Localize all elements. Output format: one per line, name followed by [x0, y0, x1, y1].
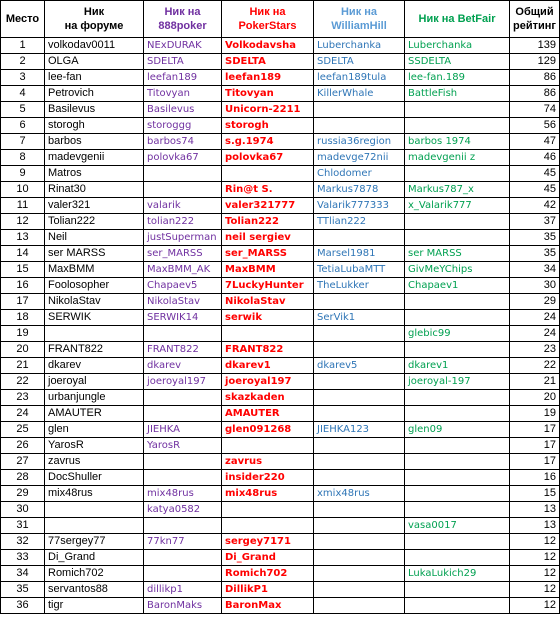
- cell-forum-nick: volkodav0011: [45, 38, 144, 54]
- cell-pokerstars-nick: Rin@t S.: [222, 182, 314, 198]
- cell-forum-nick: barbos: [45, 134, 144, 150]
- cell-place: 9: [1, 166, 45, 182]
- cell-betfair-nick: [405, 582, 510, 598]
- cell-888poker-nick: dkarev: [144, 358, 222, 374]
- cell-place: 28: [1, 470, 45, 486]
- cell-place: 29: [1, 486, 45, 502]
- table-row: [1, 262, 560, 278]
- cell-forum-nick: urbanjungle: [45, 390, 144, 406]
- cell-total-rating: 74: [510, 102, 560, 118]
- cell-place: 18: [1, 310, 45, 326]
- cell-forum-nick: 77sergey77: [45, 534, 144, 550]
- table-row: [1, 214, 560, 230]
- cell-pokerstars-nick: FRANT822: [222, 342, 314, 358]
- cell-betfair-nick: [405, 214, 510, 230]
- cell-total-rating: 37: [510, 214, 560, 230]
- cell-total-rating: 17: [510, 438, 560, 454]
- cell-pokerstars-nick: insider220: [222, 470, 314, 486]
- cell-pokerstars-nick: Volkodavsha: [222, 38, 314, 54]
- cell-williamhill-nick: Markus7878: [314, 182, 405, 198]
- table-row: [1, 182, 560, 198]
- cell-place: 35: [1, 582, 45, 598]
- cell-pokerstars-nick: skazkaden: [222, 390, 314, 406]
- table-row: [1, 86, 560, 102]
- table-row: [1, 38, 560, 54]
- cell-pokerstars-nick: [222, 438, 314, 454]
- cell-betfair-nick: [405, 166, 510, 182]
- cell-williamhill-nick: [314, 230, 405, 246]
- cell-pokerstars-nick: NikolaStav: [222, 294, 314, 310]
- cell-place: 33: [1, 550, 45, 566]
- cell-betfair-nick: x_Valarik777: [405, 198, 510, 214]
- header-total-rating: Общий рейтинг: [510, 1, 560, 38]
- cell-pokerstars-nick: Tolian222: [222, 214, 314, 230]
- cell-williamhill-nick: SDELTA: [314, 54, 405, 70]
- cell-betfair-nick: [405, 550, 510, 566]
- cell-total-rating: 139: [510, 38, 560, 54]
- cell-pokerstars-nick: [222, 166, 314, 182]
- cell-888poker-nick: mix48rus: [144, 486, 222, 502]
- cell-place: 10: [1, 182, 45, 198]
- table-row: [1, 54, 560, 70]
- cell-place: 20: [1, 342, 45, 358]
- cell-betfair-nick: madevgenii z: [405, 150, 510, 166]
- cell-pokerstars-nick: storogh: [222, 118, 314, 134]
- cell-betfair-nick: [405, 470, 510, 486]
- cell-place: 1: [1, 38, 45, 54]
- cell-betfair-nick: Chapaev1: [405, 278, 510, 294]
- header-betfair-nick: Ник на BetFair: [405, 1, 510, 38]
- cell-place: 24: [1, 406, 45, 422]
- header-row: [1, 1, 560, 38]
- cell-williamhill-nick: Luberchanka: [314, 38, 405, 54]
- cell-forum-nick: tigr: [45, 598, 144, 614]
- cell-betfair-nick: [405, 454, 510, 470]
- cell-forum-nick: FRANT822: [45, 342, 144, 358]
- cell-total-rating: 45: [510, 182, 560, 198]
- cell-betfair-nick: [405, 294, 510, 310]
- cell-place: 27: [1, 454, 45, 470]
- cell-888poker-nick: storoggg: [144, 118, 222, 134]
- cell-888poker-nick: YarosR: [144, 438, 222, 454]
- cell-betfair-nick: GivMeYChips: [405, 262, 510, 278]
- cell-total-rating: 35: [510, 246, 560, 262]
- cell-pokerstars-nick: SDELTA: [222, 54, 314, 70]
- cell-place: 34: [1, 566, 45, 582]
- table-body: [1, 38, 560, 614]
- cell-betfair-nick: glebic99: [405, 326, 510, 342]
- cell-pokerstars-nick: leefan189: [222, 70, 314, 86]
- cell-betfair-nick: [405, 310, 510, 326]
- cell-forum-nick: [45, 518, 144, 534]
- cell-williamhill-nick: [314, 598, 405, 614]
- cell-williamhill-nick: [314, 326, 405, 342]
- table-row: [1, 374, 560, 390]
- cell-forum-nick: Basilevus: [45, 102, 144, 118]
- cell-total-rating: 22: [510, 358, 560, 374]
- cell-betfair-nick: lee-fan.189: [405, 70, 510, 86]
- cell-forum-nick: SERWIK: [45, 310, 144, 326]
- cell-place: 21: [1, 358, 45, 374]
- cell-williamhill-nick: [314, 582, 405, 598]
- cell-total-rating: 13: [510, 502, 560, 518]
- cell-williamhill-nick: TetiaLubaMTT: [314, 262, 405, 278]
- cell-place: 3: [1, 70, 45, 86]
- cell-total-rating: 34: [510, 262, 560, 278]
- cell-betfair-nick: [405, 342, 510, 358]
- cell-888poker-nick: dillikp1: [144, 582, 222, 598]
- cell-total-rating: 13: [510, 518, 560, 534]
- cell-pokerstars-nick: AMAUTER: [222, 406, 314, 422]
- cell-total-rating: 20: [510, 390, 560, 406]
- cell-forum-nick: MaxBMM: [45, 262, 144, 278]
- cell-forum-nick: Foolosopher: [45, 278, 144, 294]
- cell-forum-nick: lee-fan: [45, 70, 144, 86]
- cell-betfair-nick: [405, 486, 510, 502]
- cell-forum-nick: Petrovich: [45, 86, 144, 102]
- cell-888poker-nick: [144, 406, 222, 422]
- cell-place: 22: [1, 374, 45, 390]
- cell-total-rating: 12: [510, 566, 560, 582]
- cell-888poker-nick: [144, 454, 222, 470]
- cell-forum-nick: storogh: [45, 118, 144, 134]
- table-row: [1, 438, 560, 454]
- cell-place: 6: [1, 118, 45, 134]
- cell-total-rating: 17: [510, 454, 560, 470]
- cell-888poker-nick: SERWIK14: [144, 310, 222, 326]
- cell-betfair-nick: vasa0017: [405, 518, 510, 534]
- cell-pokerstars-nick: [222, 326, 314, 342]
- cell-place: 11: [1, 198, 45, 214]
- cell-total-rating: 23: [510, 342, 560, 358]
- cell-888poker-nick: [144, 326, 222, 342]
- cell-betfair-nick: [405, 390, 510, 406]
- cell-williamhill-nick: [314, 342, 405, 358]
- cell-total-rating: 12: [510, 582, 560, 598]
- cell-pokerstars-nick: MaxBMM: [222, 262, 314, 278]
- table-row: [1, 278, 560, 294]
- cell-betfair-nick: SSDELTA: [405, 54, 510, 70]
- cell-place: 31: [1, 518, 45, 534]
- cell-forum-nick: mix48rus: [45, 486, 144, 502]
- cell-888poker-nick: FRANT822: [144, 342, 222, 358]
- table-row: [1, 550, 560, 566]
- cell-total-rating: 46: [510, 150, 560, 166]
- cell-betfair-nick: glen09: [405, 422, 510, 438]
- cell-forum-nick: Di_Grand: [45, 550, 144, 566]
- cell-888poker-nick: [144, 518, 222, 534]
- cell-williamhill-nick: [314, 566, 405, 582]
- table-row: [1, 150, 560, 166]
- cell-williamhill-nick: [314, 502, 405, 518]
- cell-forum-nick: Tolian222: [45, 214, 144, 230]
- cell-betfair-nick: BattleFish: [405, 86, 510, 102]
- cell-888poker-nick: Basilevus: [144, 102, 222, 118]
- cell-888poker-nick: leefan189: [144, 70, 222, 86]
- cell-pokerstars-nick: BaronMax: [222, 598, 314, 614]
- cell-forum-nick: OLGA: [45, 54, 144, 70]
- cell-betfair-nick: [405, 230, 510, 246]
- cell-place: 12: [1, 214, 45, 230]
- cell-total-rating: 12: [510, 550, 560, 566]
- table-row: [1, 454, 560, 470]
- cell-williamhill-nick: Chlodomer: [314, 166, 405, 182]
- cell-pokerstars-nick: 7LuckyHunter: [222, 278, 314, 294]
- cell-888poker-nick: SDELTA: [144, 54, 222, 70]
- cell-888poker-nick: JIEHKA: [144, 422, 222, 438]
- cell-betfair-nick: [405, 534, 510, 550]
- cell-pokerstars-nick: [222, 502, 314, 518]
- cell-total-rating: 29: [510, 294, 560, 310]
- cell-williamhill-nick: [314, 294, 405, 310]
- cell-pokerstars-nick: neil sergiev: [222, 230, 314, 246]
- cell-williamhill-nick: SerVik1: [314, 310, 405, 326]
- cell-total-rating: 42: [510, 198, 560, 214]
- cell-place: 23: [1, 390, 45, 406]
- cell-total-rating: 56: [510, 118, 560, 134]
- cell-place: 30: [1, 502, 45, 518]
- table-row: [1, 134, 560, 150]
- cell-888poker-nick: NExDURAK: [144, 38, 222, 54]
- cell-pokerstars-nick: ser_MARSS: [222, 246, 314, 262]
- cell-forum-nick: glen: [45, 422, 144, 438]
- cell-pokerstars-nick: Di_Grand: [222, 550, 314, 566]
- cell-forum-nick: zavrus: [45, 454, 144, 470]
- cell-betfair-nick: Luberchanka: [405, 38, 510, 54]
- cell-total-rating: 35: [510, 230, 560, 246]
- cell-888poker-nick: 77kn77: [144, 534, 222, 550]
- cell-place: 16: [1, 278, 45, 294]
- table-row: [1, 198, 560, 214]
- header-forum-nick: Ник на форуме: [45, 1, 144, 38]
- cell-888poker-nick: Titovyan: [144, 86, 222, 102]
- cell-pokerstars-nick: joeroyal197: [222, 374, 314, 390]
- cell-place: 2: [1, 54, 45, 70]
- cell-forum-nick: YarosR: [45, 438, 144, 454]
- cell-pokerstars-nick: zavrus: [222, 454, 314, 470]
- cell-williamhill-nick: Marsel1981: [314, 246, 405, 262]
- table-row: [1, 246, 560, 262]
- cell-forum-nick: Matros: [45, 166, 144, 182]
- cell-forum-nick: servantos88: [45, 582, 144, 598]
- cell-total-rating: 12: [510, 534, 560, 550]
- cell-total-rating: 15: [510, 486, 560, 502]
- cell-williamhill-nick: russia36region: [314, 134, 405, 150]
- cell-total-rating: 19: [510, 406, 560, 422]
- table-row: [1, 358, 560, 374]
- cell-williamhill-nick: dkarev5: [314, 358, 405, 374]
- table-row: [1, 470, 560, 486]
- cell-betfair-nick: [405, 438, 510, 454]
- cell-forum-nick: AMAUTER: [45, 406, 144, 422]
- table-row: [1, 230, 560, 246]
- cell-888poker-nick: BaronMaks: [144, 598, 222, 614]
- cell-888poker-nick: barbos74: [144, 134, 222, 150]
- table-row: [1, 326, 560, 342]
- cell-place: 4: [1, 86, 45, 102]
- cell-williamhill-nick: [314, 102, 405, 118]
- table-row: [1, 70, 560, 86]
- cell-888poker-nick: justSuperman: [144, 230, 222, 246]
- table-row: [1, 566, 560, 582]
- table-row: [1, 166, 560, 182]
- cell-888poker-nick: [144, 550, 222, 566]
- table-row: [1, 390, 560, 406]
- cell-williamhill-nick: Valarik777333: [314, 198, 405, 214]
- cell-forum-nick: Rinat30: [45, 182, 144, 198]
- cell-place: 17: [1, 294, 45, 310]
- cell-forum-nick: DocShuller: [45, 470, 144, 486]
- cell-total-rating: 12: [510, 598, 560, 614]
- cell-place: 14: [1, 246, 45, 262]
- cell-betfair-nick: [405, 598, 510, 614]
- table-row: [1, 518, 560, 534]
- cell-888poker-nick: [144, 182, 222, 198]
- table-row: [1, 310, 560, 326]
- cell-williamhill-nick: [314, 470, 405, 486]
- header-williamhill-nick: Ник на WilliamHill: [314, 1, 405, 38]
- cell-betfair-nick: ser MARSS: [405, 246, 510, 262]
- cell-total-rating: 129: [510, 54, 560, 70]
- cell-williamhill-nick: [314, 534, 405, 550]
- cell-pokerstars-nick: valer321777: [222, 198, 314, 214]
- cell-betfair-nick: [405, 502, 510, 518]
- cell-888poker-nick: tolian222: [144, 214, 222, 230]
- cell-forum-nick: ser MARSS: [45, 246, 144, 262]
- cell-williamhill-nick: [314, 118, 405, 134]
- cell-williamhill-nick: [314, 390, 405, 406]
- cell-888poker-nick: [144, 390, 222, 406]
- cell-forum-nick: Neil: [45, 230, 144, 246]
- cell-betfair-nick: [405, 118, 510, 134]
- table-row: [1, 582, 560, 598]
- table-row: [1, 342, 560, 358]
- cell-pokerstars-nick: [222, 518, 314, 534]
- cell-place: 15: [1, 262, 45, 278]
- cell-betfair-nick: Markus787_x: [405, 182, 510, 198]
- cell-forum-nick: NikolaStav: [45, 294, 144, 310]
- header-888poker-nick: Ник на 888poker: [144, 1, 222, 38]
- cell-place: 13: [1, 230, 45, 246]
- cell-williamhill-nick: [314, 550, 405, 566]
- table-row: [1, 598, 560, 614]
- cell-total-rating: 17: [510, 422, 560, 438]
- table-row: [1, 422, 560, 438]
- cell-pokerstars-nick: DillikP1: [222, 582, 314, 598]
- table-row: [1, 118, 560, 134]
- cell-place: 7: [1, 134, 45, 150]
- cell-888poker-nick: NikolaStav: [144, 294, 222, 310]
- cell-total-rating: 86: [510, 70, 560, 86]
- cell-pokerstars-nick: s.g.1974: [222, 134, 314, 150]
- cell-forum-nick: valer321: [45, 198, 144, 214]
- cell-williamhill-nick: TheLukker: [314, 278, 405, 294]
- cell-forum-nick: Romich702: [45, 566, 144, 582]
- cell-pokerstars-nick: Unicorn-2211: [222, 102, 314, 118]
- cell-place: 5: [1, 102, 45, 118]
- cell-pokerstars-nick: mix48rus: [222, 486, 314, 502]
- cell-pokerstars-nick: Romich702: [222, 566, 314, 582]
- cell-betfair-nick: [405, 406, 510, 422]
- cell-betfair-nick: dkarev1: [405, 358, 510, 374]
- table-row: [1, 294, 560, 310]
- cell-pokerstars-nick: serwik: [222, 310, 314, 326]
- cell-total-rating: 30: [510, 278, 560, 294]
- cell-pokerstars-nick: sergey7171: [222, 534, 314, 550]
- cell-888poker-nick: [144, 566, 222, 582]
- cell-place: 26: [1, 438, 45, 454]
- cell-forum-nick: dkarev: [45, 358, 144, 374]
- cell-place: 36: [1, 598, 45, 614]
- cell-total-rating: 21: [510, 374, 560, 390]
- cell-total-rating: 24: [510, 326, 560, 342]
- table-row: [1, 534, 560, 550]
- cell-betfair-nick: joeroyal-197: [405, 374, 510, 390]
- cell-pokerstars-nick: glen091268: [222, 422, 314, 438]
- cell-williamhill-nick: KillerWhale: [314, 86, 405, 102]
- cell-williamhill-nick: JIEHKA123: [314, 422, 405, 438]
- cell-williamhill-nick: [314, 518, 405, 534]
- cell-total-rating: 24: [510, 310, 560, 326]
- cell-williamhill-nick: [314, 438, 405, 454]
- cell-williamhill-nick: [314, 454, 405, 470]
- cell-888poker-nick: MaxBMM_AK: [144, 262, 222, 278]
- header-place: Место: [1, 1, 45, 38]
- cell-total-rating: 47: [510, 134, 560, 150]
- cell-forum-nick: [45, 326, 144, 342]
- cell-pokerstars-nick: Titovyan: [222, 86, 314, 102]
- cell-total-rating: 86: [510, 86, 560, 102]
- cell-williamhill-nick: [314, 374, 405, 390]
- cell-888poker-nick: Chapaev5: [144, 278, 222, 294]
- table-row: [1, 102, 560, 118]
- cell-williamhill-nick: TTlian222: [314, 214, 405, 230]
- cell-place: 25: [1, 422, 45, 438]
- cell-williamhill-nick: leefan189tula: [314, 70, 405, 86]
- cell-888poker-nick: joeroyal197: [144, 374, 222, 390]
- header-pokerstars-nick: Ник на PokerStars: [222, 1, 314, 38]
- cell-888poker-nick: katya0582: [144, 502, 222, 518]
- cell-forum-nick: madevgenii: [45, 150, 144, 166]
- cell-betfair-nick: [405, 102, 510, 118]
- table-row: [1, 406, 560, 422]
- cell-place: 19: [1, 326, 45, 342]
- cell-888poker-nick: valarik: [144, 198, 222, 214]
- cell-betfair-nick: LukaLukich29: [405, 566, 510, 582]
- cell-888poker-nick: ser_MARSS: [144, 246, 222, 262]
- cell-betfair-nick: barbos 1974: [405, 134, 510, 150]
- cell-888poker-nick: [144, 166, 222, 182]
- cell-888poker-nick: polovka67: [144, 150, 222, 166]
- table-row: [1, 502, 560, 518]
- cell-888poker-nick: [144, 470, 222, 486]
- cell-pokerstars-nick: polovka67: [222, 150, 314, 166]
- cell-place: 32: [1, 534, 45, 550]
- cell-total-rating: 45: [510, 166, 560, 182]
- cell-total-rating: 16: [510, 470, 560, 486]
- cell-williamhill-nick: xmix48rus: [314, 486, 405, 502]
- cell-williamhill-nick: [314, 406, 405, 422]
- table-row: [1, 486, 560, 502]
- cell-pokerstars-nick: dkarev1: [222, 358, 314, 374]
- cell-place: 8: [1, 150, 45, 166]
- cell-forum-nick: [45, 502, 144, 518]
- cell-forum-nick: joeroyal: [45, 374, 144, 390]
- cell-williamhill-nick: madevge72nii: [314, 150, 405, 166]
